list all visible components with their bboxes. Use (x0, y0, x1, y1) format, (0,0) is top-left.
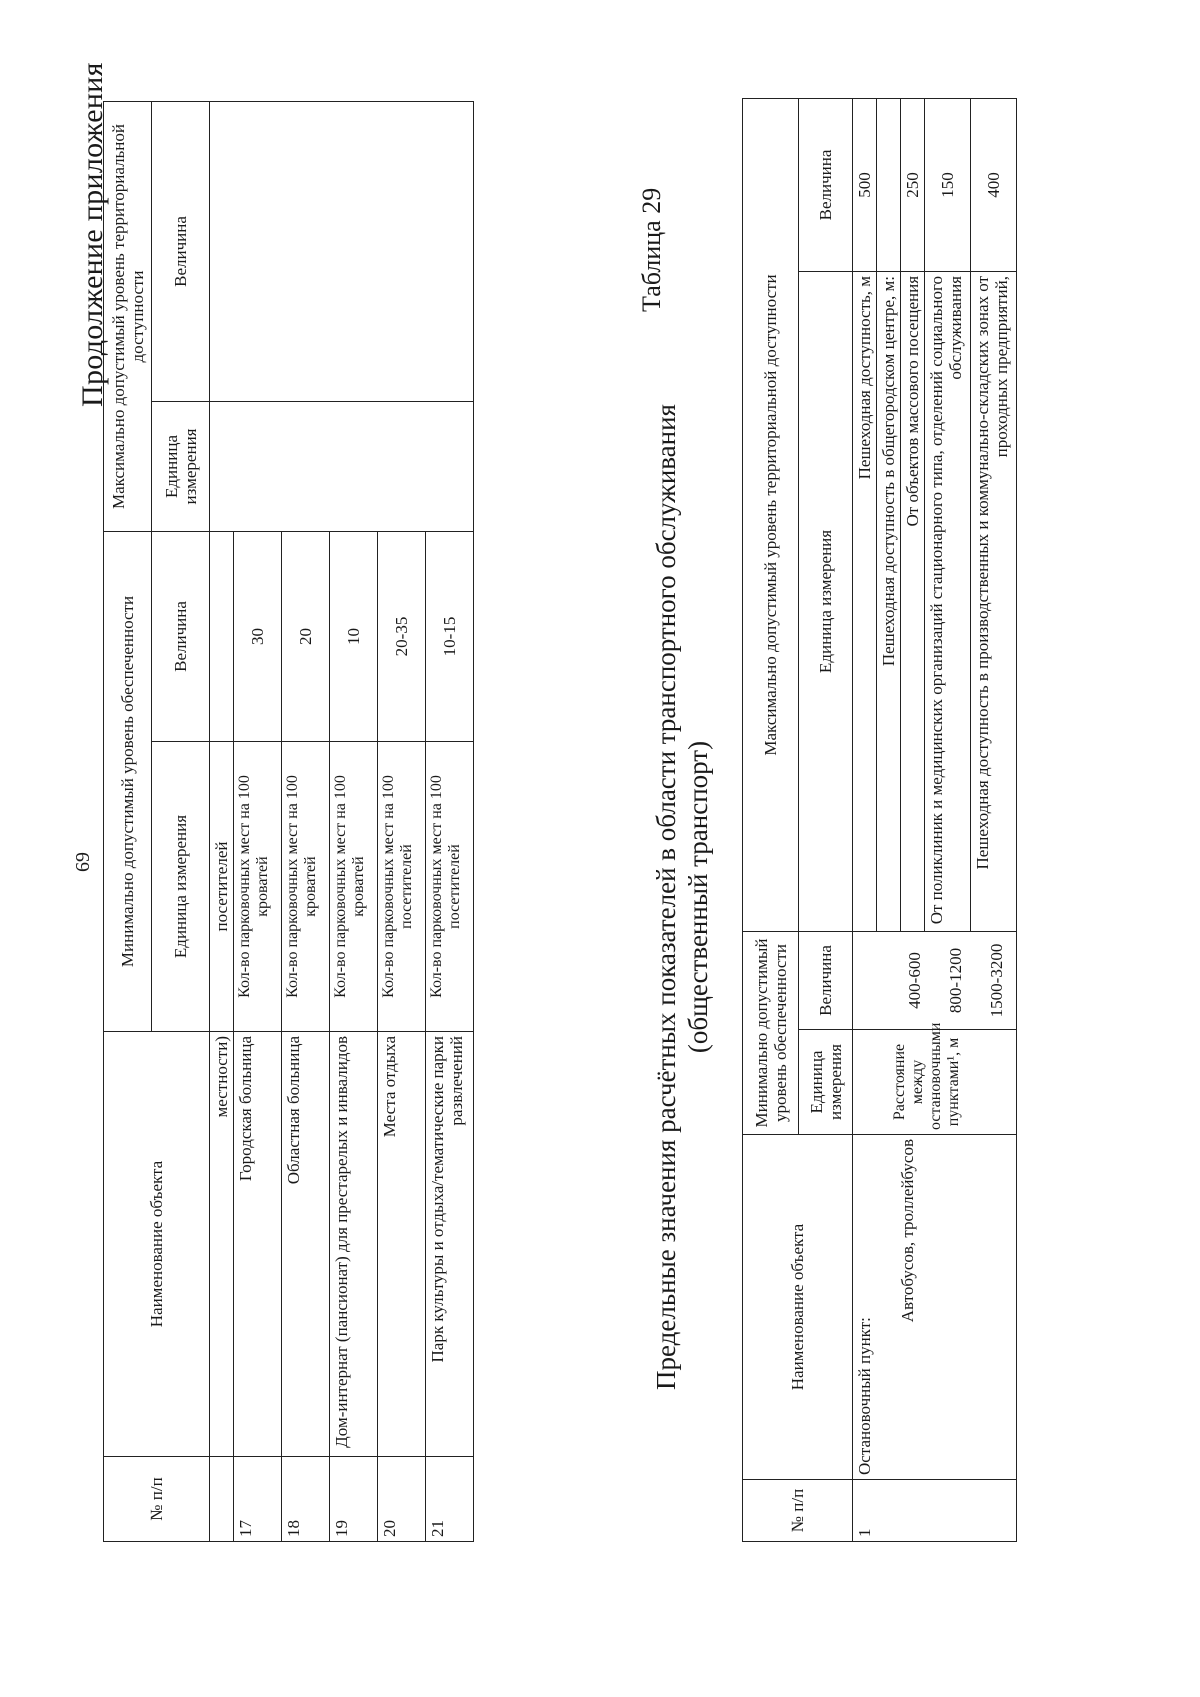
max-value-1: 500 (853, 98, 877, 271)
header-value: Величина (799, 931, 853, 1029)
header-min-level: Минимально допустимый уровень обеспеченности (104, 531, 152, 1031)
row-name: Дом-интернат (пансионат) для престарелых и инвалидов (330, 1032, 378, 1457)
max-value-2 (877, 98, 901, 271)
min-value-2: 800-1200 (946, 947, 965, 1014)
max-unit-1: Пешеходная доступность, м (853, 271, 877, 931)
row-name (853, 1135, 1017, 1480)
row-unit: Кол-во парковочных мест на 100 кроватей (330, 742, 378, 1032)
header-max-value: Величина (152, 101, 210, 401)
table-29 (742, 98, 1017, 1542)
table-title-line1: Предельные значения расчётных показателей в области транспортного обслуживания (651, 404, 681, 1390)
header-max-level: Максимально допустимый уровень территориальной доступности (104, 101, 152, 531)
row-min-unit: Расстояние между остановочными пунктами¹, м (853, 1030, 1017, 1135)
row-num: 19 (330, 1457, 378, 1542)
max-value-3: 250 (901, 98, 925, 271)
continued-unit: посетителей (210, 742, 234, 1032)
cell-empty-max-unit (210, 401, 474, 531)
row-num: 21 (426, 1457, 474, 1542)
row-unit: Кол-во парковочных мест на 100 кроватей (234, 742, 282, 1032)
row-name: Городская больница (234, 1032, 282, 1457)
row-name-line2: Автобусов, троллейбусов (898, 1139, 917, 1323)
continuation-title: Продолжение приложения (76, 62, 109, 407)
max-value-5: 400 (971, 98, 1017, 271)
row-num: 18 (282, 1457, 330, 1542)
row-value: 30 (234, 531, 282, 741)
row-value: 20 (282, 531, 330, 741)
table-row (853, 98, 877, 1541)
header-unit: Единица измерения (799, 1030, 853, 1135)
cell-empty-max-value (210, 101, 474, 401)
row-num: 17 (234, 1457, 282, 1542)
header-max-unit: Единица измерения (152, 401, 210, 531)
header-value: Величина (152, 531, 210, 741)
max-unit-2: Пешеходная доступность в общегородском центре, м: (877, 271, 901, 931)
header-name: Наименование объекта (743, 1135, 853, 1480)
row-min-values (853, 931, 1017, 1029)
header-max-level: Максимально допустимый уровень территориальной доступности (743, 98, 799, 931)
row-name: Парк культуры и отдыха/тематические парки развлечений (426, 1032, 474, 1457)
header-max-value: Величина (799, 98, 853, 271)
max-value-4: 150 (925, 98, 971, 271)
min-value-1: 400-600 (905, 952, 924, 1009)
row-name: Места отдыха (378, 1032, 426, 1457)
row-value: 10 (330, 531, 378, 741)
header-unit: Единица измерения (152, 742, 210, 1032)
header-num: № п/п (104, 1457, 210, 1542)
table-label: Таблица 29 (637, 187, 666, 312)
row-name: Областная больница (282, 1032, 330, 1457)
table-title (650, 297, 714, 1497)
min-value-3: 1500-3200 (987, 943, 1006, 1018)
header-name: Наименование объекта (104, 1032, 210, 1457)
header-min-level: Минимально допустимый уровень обеспеченности (743, 931, 799, 1134)
row-name-line1: Остановочный пункт: (855, 1317, 874, 1475)
table-title-line2: (общественный транспорт) (683, 740, 713, 1054)
page-number: 69 (72, 852, 94, 872)
row-unit: Кол-во парковочных мест на 100 посетителей (378, 742, 426, 1032)
max-unit-4: От поликлиник и медицинских организаций стационарного типа, отделений социального обслуживания (925, 271, 971, 931)
cell-empty (210, 1457, 234, 1542)
max-unit-3: От объектов массового посещения (901, 271, 925, 931)
row-value: 20-35 (378, 531, 426, 741)
table-continuation (103, 101, 474, 1542)
row-unit: Кол-во парковочных мест на 100 посетителей (426, 742, 474, 1032)
row-unit: Кол-во парковочных мест на 100 кроватей (282, 742, 330, 1032)
row-num: 1 (853, 1480, 1017, 1542)
cell-empty (210, 531, 234, 741)
header-num: № п/п (743, 1480, 853, 1542)
continued-name: местности) (210, 1032, 234, 1457)
max-unit-5: Пешеходная доступность в производственных и коммунально-складских зонах от проходных предприятий, (971, 271, 1017, 931)
row-value: 10-15 (426, 531, 474, 741)
header-max-unit: Единица измерения (799, 271, 853, 931)
row-num: 20 (378, 1457, 426, 1542)
